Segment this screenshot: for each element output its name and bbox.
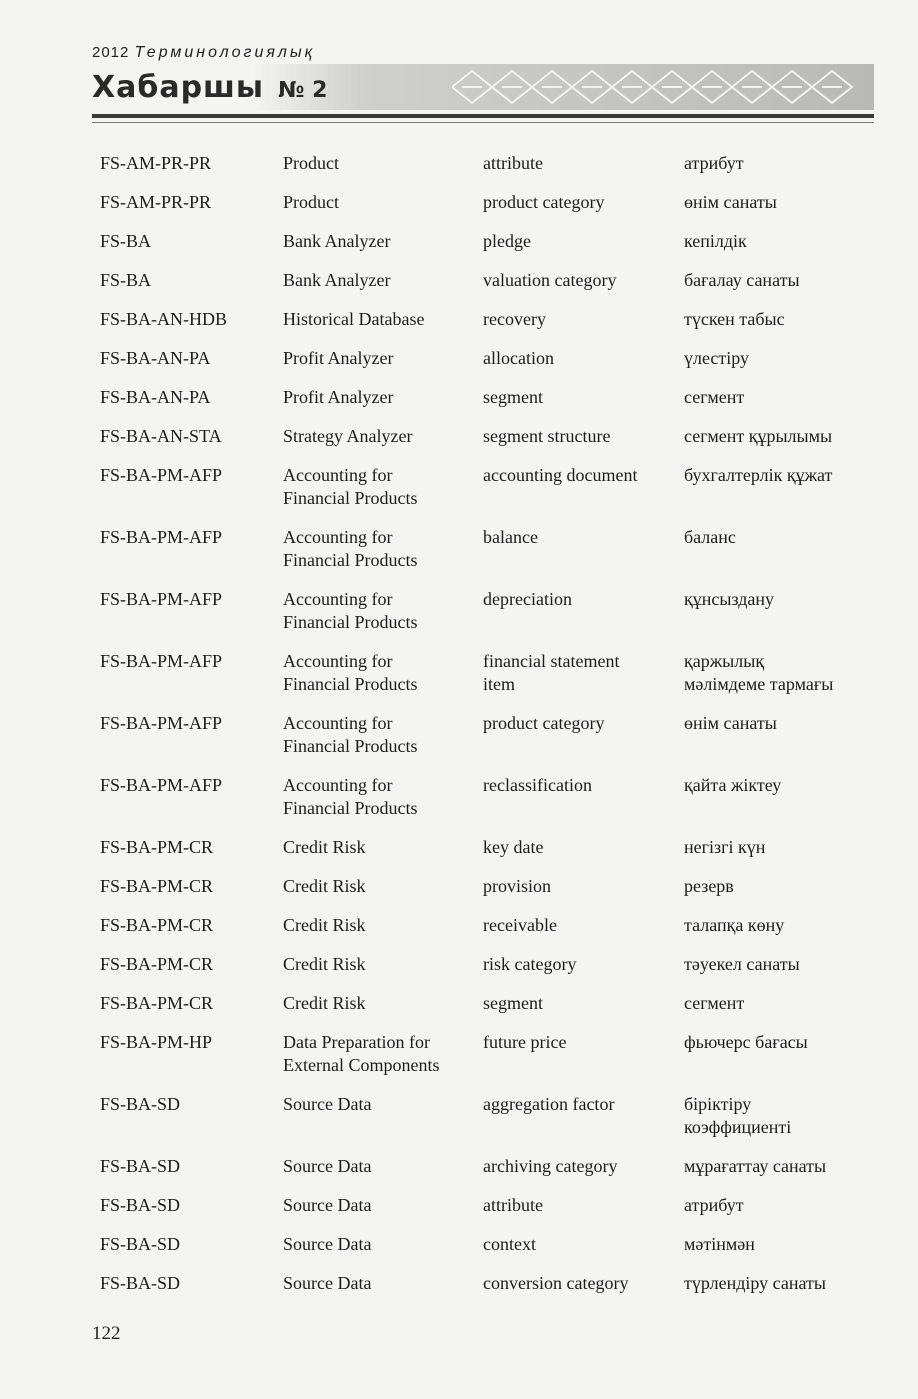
term-code-cell: FS-BA [100,270,152,290]
term-component-line: Credit Risk [283,876,366,896]
term-code-cell: FS-BA-SD [100,1273,181,1293]
table-row [100,347,884,386]
term-kazakh-cell [684,774,884,836]
term-component-line: Financial Products [283,798,418,818]
term-kazakh-line: өнім санаты [684,713,777,733]
term-component-line: Credit Risk [283,915,366,935]
term-english-line: receivable [483,915,557,935]
term-kazakh-line: сегмент [684,993,745,1013]
terms-table-body [100,152,884,1311]
term-kazakh-cell [684,712,884,774]
term-kazakh-line: бухгалтерлік құжат [684,465,833,485]
term-english-cell [483,914,684,953]
term-component-cell [283,1093,483,1155]
term-english-cell [483,1093,684,1155]
term-english-cell [483,1194,684,1233]
term-english-line: accounting document [483,465,638,485]
table-row [100,191,884,230]
term-component-cell [283,588,483,650]
term-component-cell [283,914,483,953]
term-component-line: Accounting for [283,713,393,733]
term-component-cell [283,1233,483,1272]
table-row [100,992,884,1031]
term-kazakh-cell [684,650,884,712]
term-kazakh-cell [684,386,884,425]
term-component-line: Bank Analyzer [283,231,391,251]
term-component-cell [283,1272,483,1311]
term-component-line: Credit Risk [283,837,366,857]
term-kazakh-cell [684,1031,884,1093]
term-component-cell [283,1194,483,1233]
term-code-cell: FS-BA-PM-CR [100,954,214,974]
term-component-line: Accounting for [283,465,393,485]
term-english-line: attribute [483,153,543,173]
term-kazakh-line: атрибут [684,1195,744,1215]
term-code-cell: FS-BA-SD [100,1094,181,1114]
term-english-line: future price [483,1032,567,1052]
term-english-cell [483,953,684,992]
term-english-cell [483,712,684,774]
term-english-cell [483,191,684,230]
term-component-line: Product [283,192,339,212]
header-ornament-band [252,64,874,110]
table-row [100,875,884,914]
term-kazakh-cell [684,992,884,1031]
term-component-line: Credit Risk [283,954,366,974]
term-kazakh-line: негізгі күн [684,837,766,857]
table-row [100,1031,884,1093]
header-year: 2012 [92,44,130,61]
page-header [92,44,874,134]
term-kazakh-line: қаржылық [684,651,765,671]
term-code-cell: FS-BA-PM-AFP [100,527,223,547]
term-english-line: balance [483,527,538,547]
header-issue-number: № 2 [278,78,328,103]
term-kazakh-line: құнсыздану [684,589,775,609]
term-english-line: pledge [483,231,531,251]
term-component-cell [283,526,483,588]
term-component-line: Accounting for [283,775,393,795]
table-row [100,1194,884,1233]
term-component-line: Financial Products [283,488,418,508]
term-kazakh-line: қайта жіктеу [684,775,782,795]
term-kazakh-cell [684,1233,884,1272]
term-component-cell [283,269,483,308]
table-row [100,588,884,650]
header-rule-thin [92,122,874,123]
term-english-line: reclassification [483,775,592,795]
term-component-line: Financial Products [283,612,418,632]
term-code-cell: FS-BA-SD [100,1234,181,1254]
table-row [100,712,884,774]
term-kazakh-line: біріктіру [684,1094,752,1114]
term-kazakh-line: резерв [684,876,734,896]
term-code-cell: FS-AM-PR-PR [100,192,212,212]
term-kazakh-cell [684,914,884,953]
term-kazakh-line: сегмент [684,387,745,407]
term-kazakh-line: кепілдік [684,231,747,251]
term-english-line: context [483,1234,536,1254]
term-kazakh-line: бағалау санаты [684,270,800,290]
term-component-cell [283,308,483,347]
term-component-cell [283,152,483,191]
term-english-line: financial statement [483,651,620,671]
term-kazakh-line: мәлімдеме тармағы [684,674,834,694]
header-journal-word: Терминологиялық [134,44,316,61]
term-component-line: Source Data [283,1273,372,1293]
term-english-line: item [483,674,515,694]
term-kazakh-line: коэффициенті [684,1117,792,1137]
term-component-cell [283,386,483,425]
term-english-cell [483,464,684,526]
terms-table [100,152,884,1311]
term-english-cell [483,386,684,425]
term-component-line: Source Data [283,1156,372,1176]
term-component-cell [283,836,483,875]
term-component-line: External Components [283,1055,440,1075]
term-kazakh-cell [684,1194,884,1233]
table-row [100,230,884,269]
term-english-line: valuation category [483,270,617,290]
table-row [100,269,884,308]
term-english-line: segment [483,993,543,1013]
term-component-line: Financial Products [283,674,418,694]
term-english-cell [483,425,684,464]
term-kazakh-cell [684,953,884,992]
term-english-line: segment structure [483,426,611,446]
term-english-cell [483,992,684,1031]
term-component-cell [283,712,483,774]
table-row [100,1233,884,1272]
header-year-line [92,44,315,62]
term-code-cell: FS-BA-PM-AFP [100,465,223,485]
term-component-line: Credit Risk [283,993,366,1013]
term-kazakh-cell [684,347,884,386]
term-kazakh-cell [684,152,884,191]
term-component-cell [283,230,483,269]
term-component-line: Historical Database [283,309,425,329]
table-row [100,386,884,425]
table-row [100,526,884,588]
term-component-line: Profit Analyzer [283,348,394,368]
term-kazakh-cell [684,230,884,269]
table-row [100,836,884,875]
term-english-cell [483,1233,684,1272]
term-kazakh-line: сегмент құрылымы [684,426,833,446]
term-code-cell: FS-BA-AN-PA [100,348,211,368]
term-kazakh-line: баланс [684,527,736,547]
term-kazakh-cell [684,1093,884,1155]
term-component-cell [283,1031,483,1093]
term-code-cell: FS-BA-PM-CR [100,876,214,896]
term-component-cell [283,992,483,1031]
term-component-cell [283,425,483,464]
term-kazakh-cell [684,588,884,650]
term-component-cell [283,191,483,230]
term-english-line: segment [483,387,543,407]
term-kazakh-line: түрлендіру санаты [684,1273,826,1293]
term-component-cell [283,774,483,836]
term-english-cell [483,347,684,386]
term-english-line: aggregation factor [483,1094,615,1114]
term-english-cell [483,875,684,914]
term-code-cell: FS-BA-PM-CR [100,993,214,1013]
term-kazakh-line: атрибут [684,153,744,173]
term-kazakh-cell [684,269,884,308]
term-kazakh-cell [684,526,884,588]
term-code-cell: FS-BA-PM-CR [100,837,214,857]
term-component-cell [283,953,483,992]
term-code-cell: FS-BA-AN-PA [100,387,211,407]
term-component-line: Strategy Analyzer [283,426,413,446]
term-component-cell [283,1155,483,1194]
term-kazakh-cell [684,425,884,464]
term-code-cell: FS-BA-SD [100,1195,181,1215]
term-component-line: Source Data [283,1195,372,1215]
term-english-line: allocation [483,348,554,368]
term-kazakh-cell [684,464,884,526]
term-kazakh-cell [684,836,884,875]
term-english-cell [483,774,684,836]
term-english-cell [483,526,684,588]
page-number: 122 [92,1323,121,1344]
term-english-line: conversion category [483,1273,629,1293]
term-english-cell [483,152,684,191]
term-english-cell [483,836,684,875]
term-kazakh-line: түскен табыс [684,309,785,329]
term-kazakh-line: мәтінмән [684,1234,755,1254]
term-component-line: Bank Analyzer [283,270,391,290]
table-row [100,152,884,191]
table-row [100,914,884,953]
term-english-cell [483,1155,684,1194]
header-title-text: Хабаршы [92,70,265,105]
term-english-line: provision [483,876,552,896]
term-component-line: Source Data [283,1094,372,1114]
term-component-cell [283,347,483,386]
term-english-line: archiving category [483,1156,618,1176]
table-row [100,953,884,992]
ornament-pattern-icon [452,67,872,107]
term-component-line: Financial Products [283,550,418,570]
term-code-cell: FS-AM-PR-PR [100,153,212,173]
term-component-cell [283,875,483,914]
term-english-line: risk category [483,954,577,974]
term-code-cell: FS-BA-PM-AFP [100,713,223,733]
table-row [100,1272,884,1311]
term-component-line: Product [283,153,339,173]
term-kazakh-line: тәуекел санаты [684,954,800,974]
term-code-cell: FS-BA-PM-AFP [100,775,223,795]
term-component-cell [283,464,483,526]
term-english-cell [483,1031,684,1093]
term-english-cell [483,588,684,650]
term-kazakh-line: үлестіру [684,348,750,368]
term-english-cell [483,230,684,269]
term-code-cell: FS-BA-PM-AFP [100,589,223,609]
table-row [100,1093,884,1155]
term-kazakh-line: фьючерс бағасы [684,1032,808,1052]
term-english-line: key date [483,837,544,857]
term-component-line: Profit Analyzer [283,387,394,407]
term-code-cell: FS-BA-AN-HDB [100,309,228,329]
term-english-line: attribute [483,1195,543,1215]
table-row [100,774,884,836]
table-row [100,308,884,347]
table-row [100,464,884,526]
term-english-cell [483,269,684,308]
term-component-line: Data Preparation for [283,1032,430,1052]
term-kazakh-cell [684,875,884,914]
term-component-line: Accounting for [283,651,393,671]
term-english-line: product category [483,713,605,733]
term-code-cell: FS-BA-AN-STA [100,426,222,446]
term-english-line: depreciation [483,589,572,609]
term-kazakh-line: талапқа көну [684,915,785,935]
term-kazakh-cell [684,308,884,347]
header-rule [92,114,874,118]
term-kazakh-line: өнім санаты [684,192,777,212]
term-kazakh-cell [684,1155,884,1194]
term-english-line: recovery [483,309,546,329]
term-component-line: Source Data [283,1234,372,1254]
term-code-cell: FS-BA-PM-CR [100,915,214,935]
term-component-line: Financial Products [283,736,418,756]
table-row [100,425,884,464]
term-component-line: Accounting for [283,527,393,547]
table-row [100,650,884,712]
term-kazakh-cell [684,191,884,230]
term-code-cell: FS-BA-PM-HP [100,1032,213,1052]
term-english-cell [483,1272,684,1311]
term-code-cell: FS-BA-SD [100,1156,181,1176]
term-component-cell [283,650,483,712]
table-row [100,1155,884,1194]
term-english-cell [483,308,684,347]
term-code-cell: FS-BA [100,231,152,251]
term-kazakh-cell [684,1272,884,1311]
term-code-cell: FS-BA-PM-AFP [100,651,223,671]
term-english-line: product category [483,192,605,212]
term-kazakh-line: мұрағаттау санаты [684,1156,827,1176]
header-title [92,70,327,105]
term-component-line: Accounting for [283,589,393,609]
term-english-cell [483,650,684,712]
